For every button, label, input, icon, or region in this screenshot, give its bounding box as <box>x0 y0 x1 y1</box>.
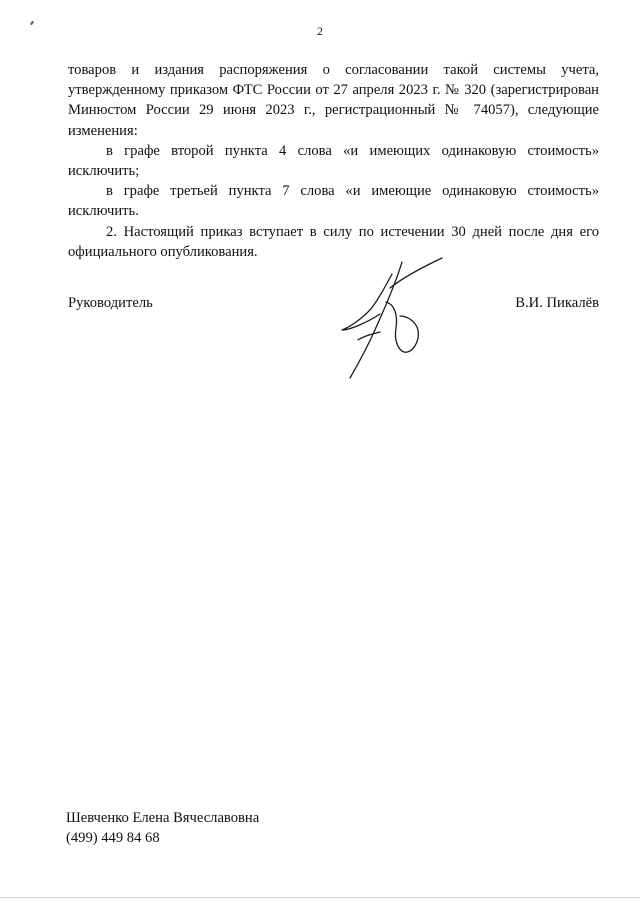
contact-block <box>66 808 259 848</box>
paragraph-continuation: товаров и издания распоряжения о согласовании такой системы учета, утвержденному приказом ФТС России от 27 апреля 2023 г. № 320 (зарегистрирован Минюстом России 29 июня 2023 г., регистрационный № 74057), следующие изменения: <box>68 62 599 139</box>
document-body <box>68 60 599 262</box>
signatory-title: Руководитель <box>68 295 153 311</box>
page-number: 2 <box>317 24 323 38</box>
contact-name: Шевченко Елена Вячеславовна <box>66 810 260 826</box>
paragraph-effective-date: 2. Настоящий приказ вступает в силу по истечении 30 дней после дня его официального опубликования. <box>68 223 599 260</box>
signatory-name: В.И. Пикалёв <box>515 295 599 311</box>
paragraph-item-7: в графе третьей пункта 7 слова «и имеющие одинаковую стоимость» исключить. <box>68 183 599 220</box>
contact-phone: (499) 449 84 68 <box>66 830 160 846</box>
paragraph-item-4: в графе второй пункта 4 слова «и имеющих одинаковую стоимость» исключить; <box>68 142 599 180</box>
handwritten-signature <box>330 252 460 384</box>
scan-edge <box>0 897 640 898</box>
